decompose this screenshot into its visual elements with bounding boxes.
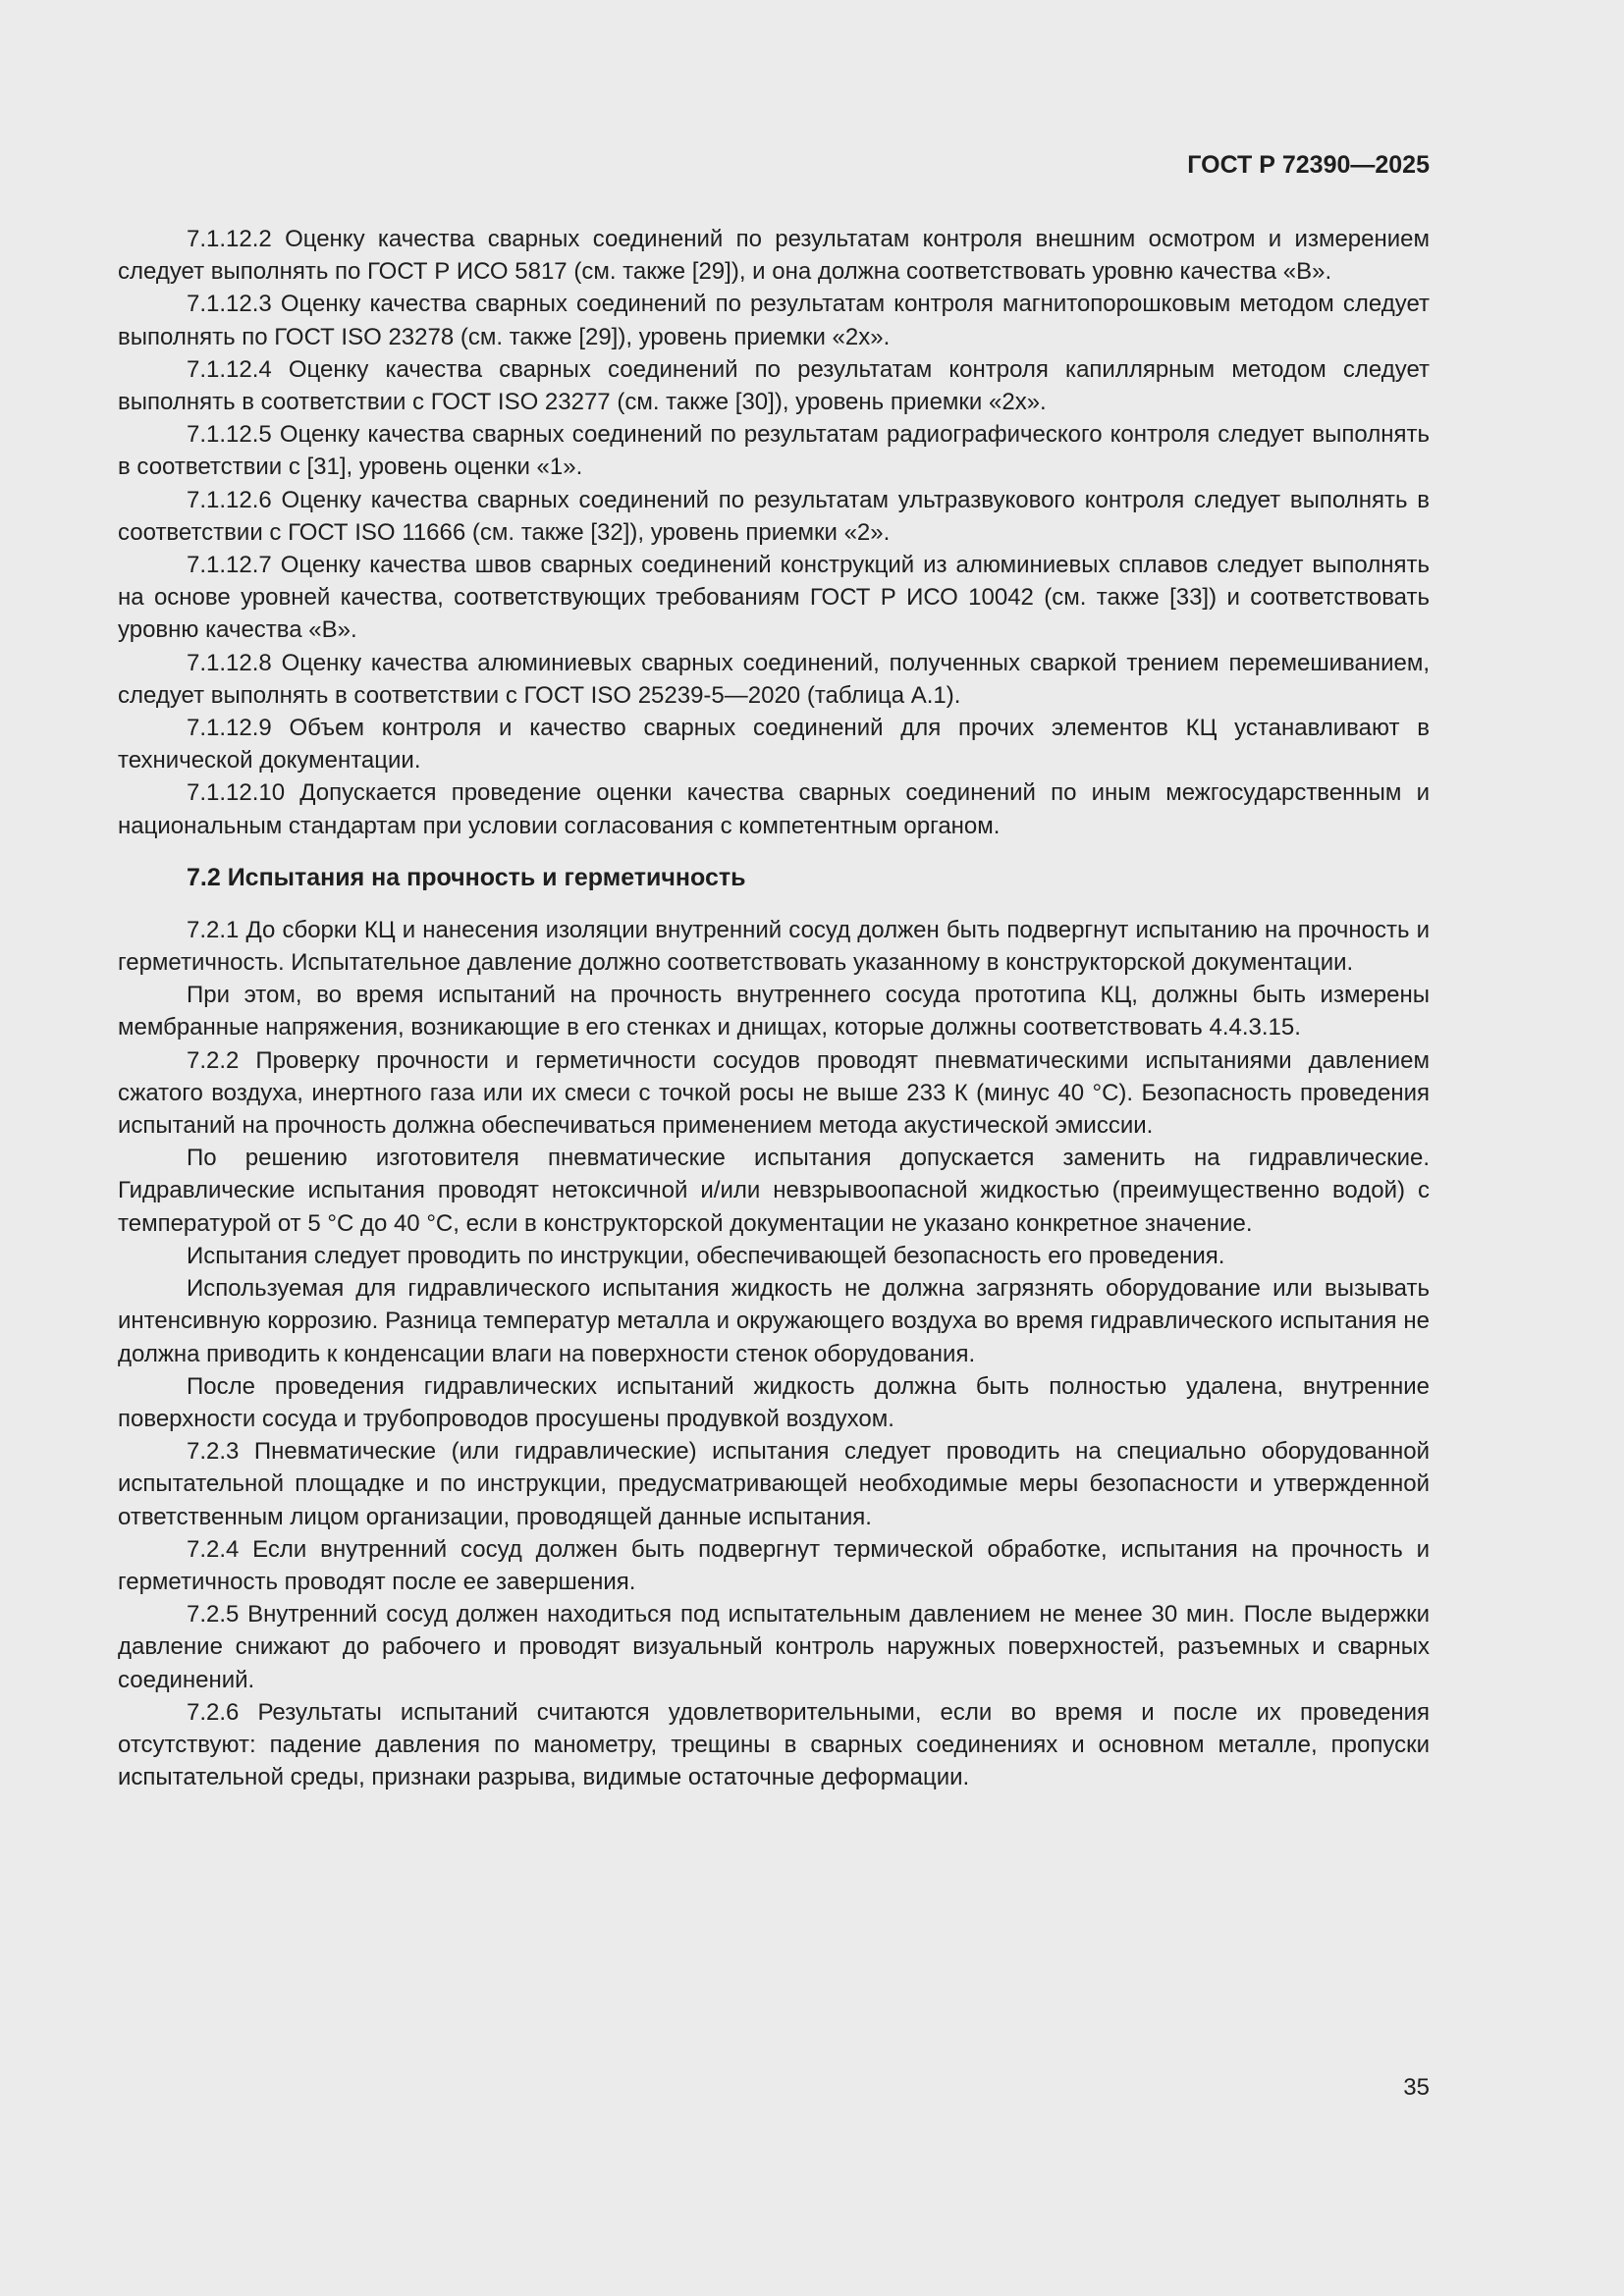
paragraph-7-2-5: 7.2.5 Внутренний сосуд должен находиться под испытательным давлением не менее 30 мин. После выдержки давление снижают до рабочего и проводят визуальный контроль наружных поверхностей, разъемных и сварных соединений. (118, 1601, 1430, 1693)
paragraph-7-2-6: 7.2.6 Результаты испытаний считаются удовлетворительными, если во время и после их проведения отсутствуют: падение давления по манометру, трещины в сварных соединениях и основном металле, пропуски испытательной среды, признаки разрыва, видимые остаточные деформации. (118, 1698, 1430, 1791)
paragraph-7-1-12-4: 7.1.12.4 Оценку качества сварных соединений по результатам контроля капиллярным методом следует выполнять в соответствии с ГОСТ ISO 23277 (см. также [30]), уровень приемки «2х». (118, 355, 1430, 416)
paragraph-7-1-12-3: 7.1.12.3 Оценку качества сварных соединений по результатам контроля магнитопорошковым методом следует выполнять по ГОСТ ISO 23278 (см. также [29]), уровень приемки «2х». (118, 291, 1430, 350)
paragraph-7-2-4: 7.2.4 Если внутренний сосуд должен быть подвергнут термической обработке, испытания на прочность и герметичность проводят после ее завершения. (118, 1535, 1430, 1595)
paragraph-7-1-12-8: 7.1.12.8 Оценку качества алюминиевых сварных соединений, полученных сваркой трением перемешиванием, следует выполнять в соответствии с ГОСТ ISO 25239-5—2020 (таблица А.1). (118, 649, 1430, 709)
paragraph-7-1-12-6: 7.1.12.6 Оценку качества сварных соединений по результатам ультразвукового контроля следует выполнять в соответствии с ГОСТ ISO 11666 (см. также [32]), уровень приемки «2». (118, 486, 1430, 546)
paragraph-7-2-2-liquid: Используемая для гидравлического испытания жидкость не должна загрязнять оборудование или вызывать интенсивную коррозию. Разница температур металла и окружающего воздуха во время гидравлического испытания не должна приводить к конденсации влаги на поверхности стенок оборудования. (118, 1275, 1430, 1367)
section-heading-7-2: 7.2 Испытания на прочность и герметичность (187, 863, 746, 891)
paragraph-7-2-2: 7.2.2 Проверку прочности и герметичности сосудов проводят пневматическими испытаниями давлением сжатого воздуха, инертного газа или их смеси с точкой росы не выше 233 К (минус 40 °С). Безопасность проведения испытаний на прочность должна обеспечиваться применением метода акустической эмиссии. (118, 1046, 1430, 1140)
paragraph-7-2-3: 7.2.3 Пневматические (или гидравлические) испытания следует проводить на специально оборудованной испытательной площадке и по инструкции, предусматривающей необходимые меры безопасности и утвержденной ответственным лицом организации, проводящей данные испытания. (118, 1438, 1430, 1530)
paragraph-7-1-12-10: 7.1.12.10 Допускается проведение оценки качества сварных соединений по иным межгосударственным и национальным стандартам при условии согласования с компетентным органом. (118, 779, 1430, 839)
paragraph-7-2-2-instruction: Испытания следует проводить по инструкции, обеспечивающей безопасность его проведения. (187, 1242, 1225, 1269)
paragraph-7-1-12-2: 7.1.12.2 Оценку качества сварных соединений по результатам контроля внешним осмотром и измерением следует выполнять по ГОСТ Р ИСО 5817 (см. также [29]), и она должна соответствовать уровню качества «В». (118, 226, 1430, 286)
paragraph-7-1-12-9: 7.1.12.9 Объем контроля и качество сварных соединений для прочих элементов КЦ устанавливают в технической документации. (118, 715, 1430, 774)
paragraph-7-1-12-7: 7.1.12.7 Оценку качества швов сварных соединений конструкций из алюминиевых сплавов следует выполнять на основе уровней качества, соответствующих требованиям ГОСТ Р ИСО 10042 (см. также [33]) и соответствовать уровню качества «В». (118, 552, 1430, 644)
document-header: ГОСТ Р 72390—2025 (1187, 151, 1430, 179)
paragraph-7-2-2-hydraulic: По решению изготовителя пневматические испытания допускается заменить на гидравлические. Гидравлические испытания проводят нетоксичной и/или невзрывоопасной жидкостью (преимущественно водой) с температурой от 5 °С до 40 °С, если в конструкторской документации не указано конкретное значение. (118, 1145, 1430, 1237)
page-number: 35 (1403, 2074, 1430, 2101)
paragraph-7-2-1-continued: При этом, во время испытаний на прочность внутреннего сосуда прототипа КЦ, должны быть измерены мембранные напряжения, возникающие в его стенках и днищах, которые должны соответствовать 4.4.3.15. (118, 982, 1430, 1041)
document-body (118, 223, 1430, 1793)
paragraph-7-1-12-5: 7.1.12.5 Оценку качества сварных соединений по результатам радиографического контроля следует выполнять в соответствии с [31], уровень оценки «1». (118, 421, 1430, 481)
paragraph-7-2-2-drying: После проведения гидравлических испытаний жидкость должна быть полностью удалена, внутренние поверхности сосуда и трубопроводов просушены продувкой воздухом. (118, 1372, 1430, 1432)
paragraph-7-2-1: 7.2.1 До сборки КЦ и нанесения изоляции внутренний сосуд должен быть подвергнут испытанию на прочность и герметичность. Испытательное давление должно соответствовать указанному в конструкторской документации. (118, 916, 1430, 977)
